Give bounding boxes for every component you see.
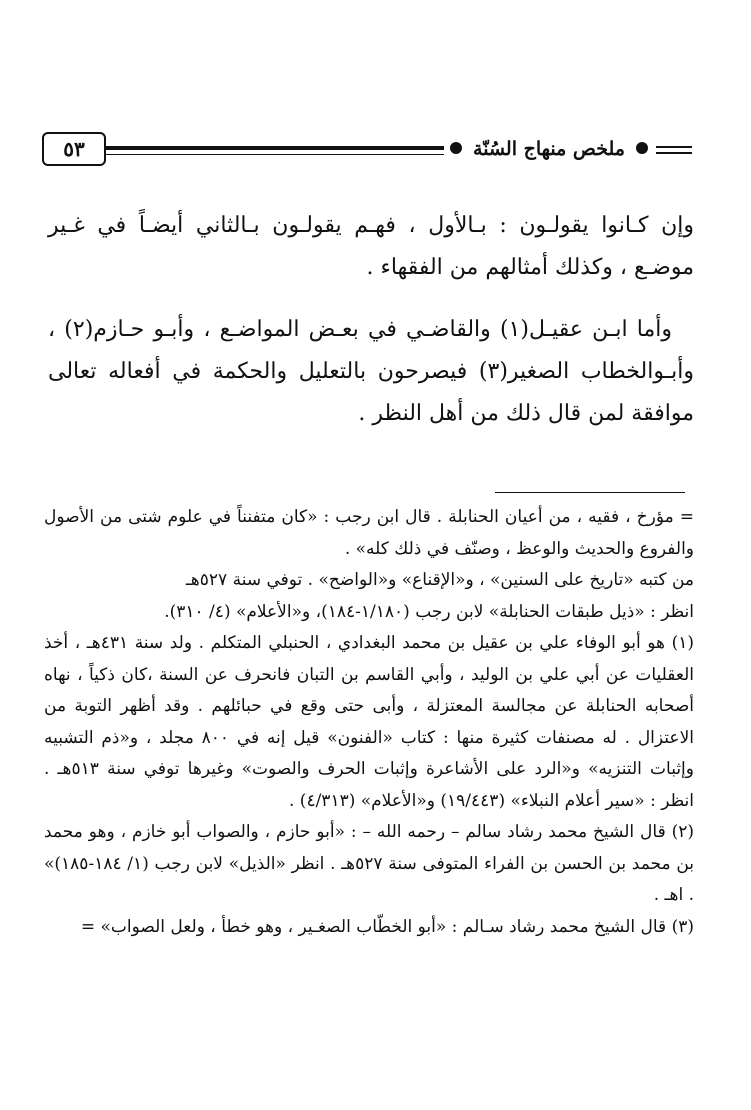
header-rule-thin [106,154,444,155]
footnote-separator [495,492,685,493]
main-text [48,205,694,455]
paragraph: وإن كـانوا يقولـون : بـالأول ، فهـم يقولـون بـالثاني أيضـاً في غـير موضـع ، وكذلك أمثالهم من الفقهاء . [48,213,694,280]
footnote-continuation: = مؤرخ ، فقيه ، من أعيان الحنابلة . قال ابن رجب : «كان متفنناً في علوم شتى من الأصول والفروع والحديث والوعظ ، وصنّف في ذلك كله» . [44,507,694,559]
footnote-1: (١) هو أبو الوفاء علي بن عقيل بن محمد البغدادي ، الحنبلي المتكلم . ولد سنة ٤٣١هـ ، أخذ العقليات عن أبي علي بن الوليد ، وأبي القاسم بن التبان فانحرف عن السنة ،كان ذكياً ، نهاه أصحابه الحنابلة عن مجالسة المعتزلة ، وأبى حتى وقع في حبائلهم . وقد أظهر التوبة من الاعتزال . له مصنفات كثيرة منها : كتاب «الفنون» قيل إنه في ٨٠٠ مجلد ، و«ذم التشبيه وإثبات التنزيه» و«الرد على الأشاعرة وإثبات الحرف والصوت» وغيرها توفي سنة ٥١٣هـ . انظر : «سير أعلام النبلاء» (١٩/٤٤٣) و«الأعلام» (٤/٣١٣) . [44,633,694,811]
page-number: ٥٣ [42,132,106,166]
footnote-3: (٣) قال الشيخ محمد رشاد سـالم : «أبو الخطّاب الصغـير ، وهو خطأ ، ولعل الصواب» = [80,916,694,937]
header-ornament [656,146,692,158]
book-title: ملخص منهاج السُنّة [473,138,625,160]
bullet-icon [636,142,648,154]
header-rule [106,146,444,150]
footnote-2: (٢) قال الشيخ محمد رشاد سالم – رحمه الله – : «أبو حازم ، والصواب أبو خازم ، وهو محمد بن محمد بن الحسن بن الفراء المتوفى سنة ٥٢٧هـ . انظر «الذيل» لابن رجب (١/ ١٨٤-١٨٥)» . اهـ . [44,822,695,905]
page-header [22,132,692,168]
bullet-icon [450,142,462,154]
footnotes [44,502,694,943]
footnote-continuation: من كتبه «تاريخ على السنين» ، و«الإقناع» و«الواضح» . توفي سنة ٥٢٧هـ [185,570,694,590]
paragraph: وأما ابـن عقيـل(١) والقاضـي في بعـض المواضـع ، وأبـو حـازم(٢) ، وأبـوالخطاب الصغير(٣) فيصرحون بالتعليل والحكمة في أفعاله تعالى موافقة لمن قال ذلك من أهل النظر . [48,317,694,426]
footnote-continuation: انظر : «ذيل طبقات الحنابلة» لابن رجب (١/١٨٠-١٨٤)، و«الأعلام» (٤/ ٣١٠). [164,601,694,622]
